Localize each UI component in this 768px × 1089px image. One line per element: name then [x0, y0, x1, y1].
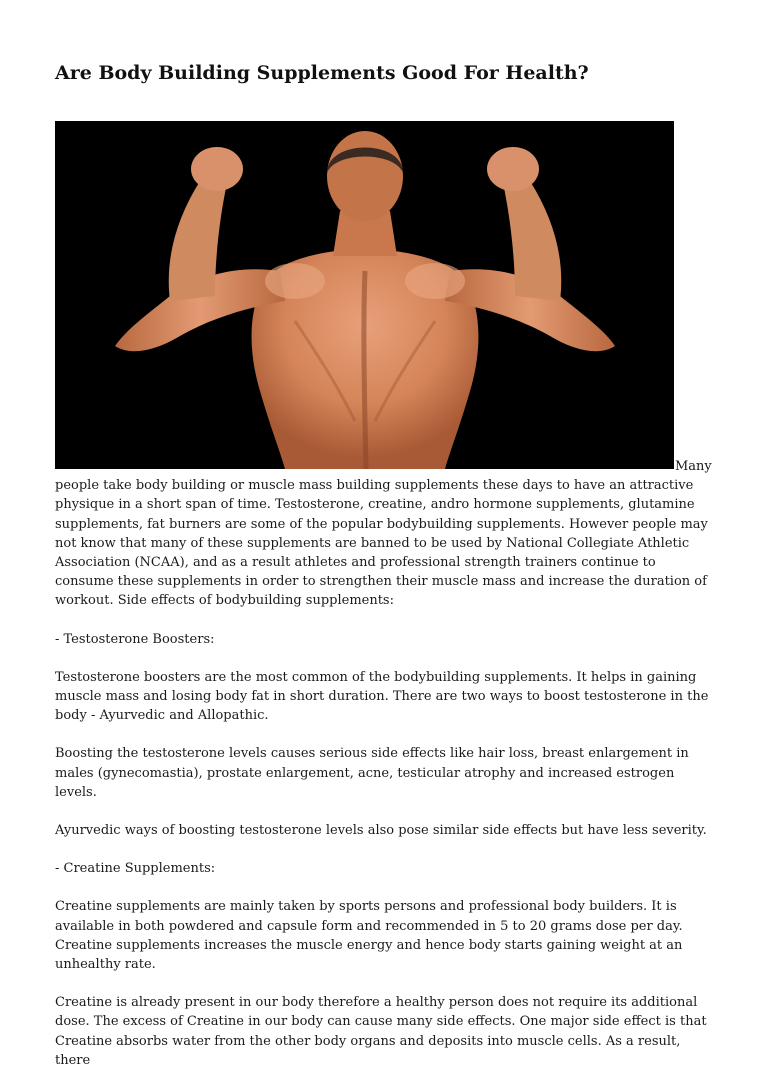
paragraph-creatine-heading: - Creatine Supplements: [55, 861, 216, 877]
paragraph-testosterone-heading: - Testosterone Boosters: [55, 631, 215, 647]
paragraph-creatine-intro: Creatine supplements are mainly taken by sports persons and professional body builders. It is available in both powdered and capsule form and recommended in 5 to 20 grams dose per day. Creatine supplements increases the muscle energy and hence body starts gaining weight at an unhealthy rate. [55, 899, 683, 973]
article-body [55, 121, 715, 1089]
paragraph-testosterone-intro: Testosterone boosters are the most common of the bodybuilding supplements. It helps in gaining muscle mass and losing body fat in short duration. There are two ways to boost testosterone in the body - Ayurvedic and Allopathic. [55, 669, 709, 724]
article-title: Are Body Building Supplements Good For Health? [55, 62, 589, 84]
paragraph-testosterone-side-effects: Boosting the testosterone levels causes serious side effects like hair loss, breast enlargement in males (gynecomastia), prostate enlargement, acne, testicular atrophy and increased estrogen levels. [55, 746, 689, 800]
muscular-man-back-flexing-icon [55, 121, 674, 469]
paragraph-intro: Many people take body building or muscle mass building supplements these days to have an attractive physique in a short span of time. Testosterone, creatine, andro hormone supplements, glutamine supplements, fat burners are some of the popular bodybuilding supplements. However people may not know that many of these supplements are banned to be used by National Collegiate Athletic Association (NCAA), and as a result athletes and professional strength trainers continue to consume these supplements in order to strengthen their muscle mass and increase the duration of workout. Side effects of bodybuilding supplements: [55, 459, 712, 609]
paragraph-creatine-side-effects: Creatine is already present in our body therefore a healthy person does not require its additional dose. The excess of Creatine in our body can cause many side effects. One major side effect is that Creatine absorbs water from the other body organs and deposits into muscle cells. As a result, there [55, 995, 707, 1068]
hero-image [55, 121, 674, 469]
paragraph-ayurvedic: Ayurvedic ways of boosting testosterone levels also pose similar side effects but have less severity. [55, 823, 707, 839]
